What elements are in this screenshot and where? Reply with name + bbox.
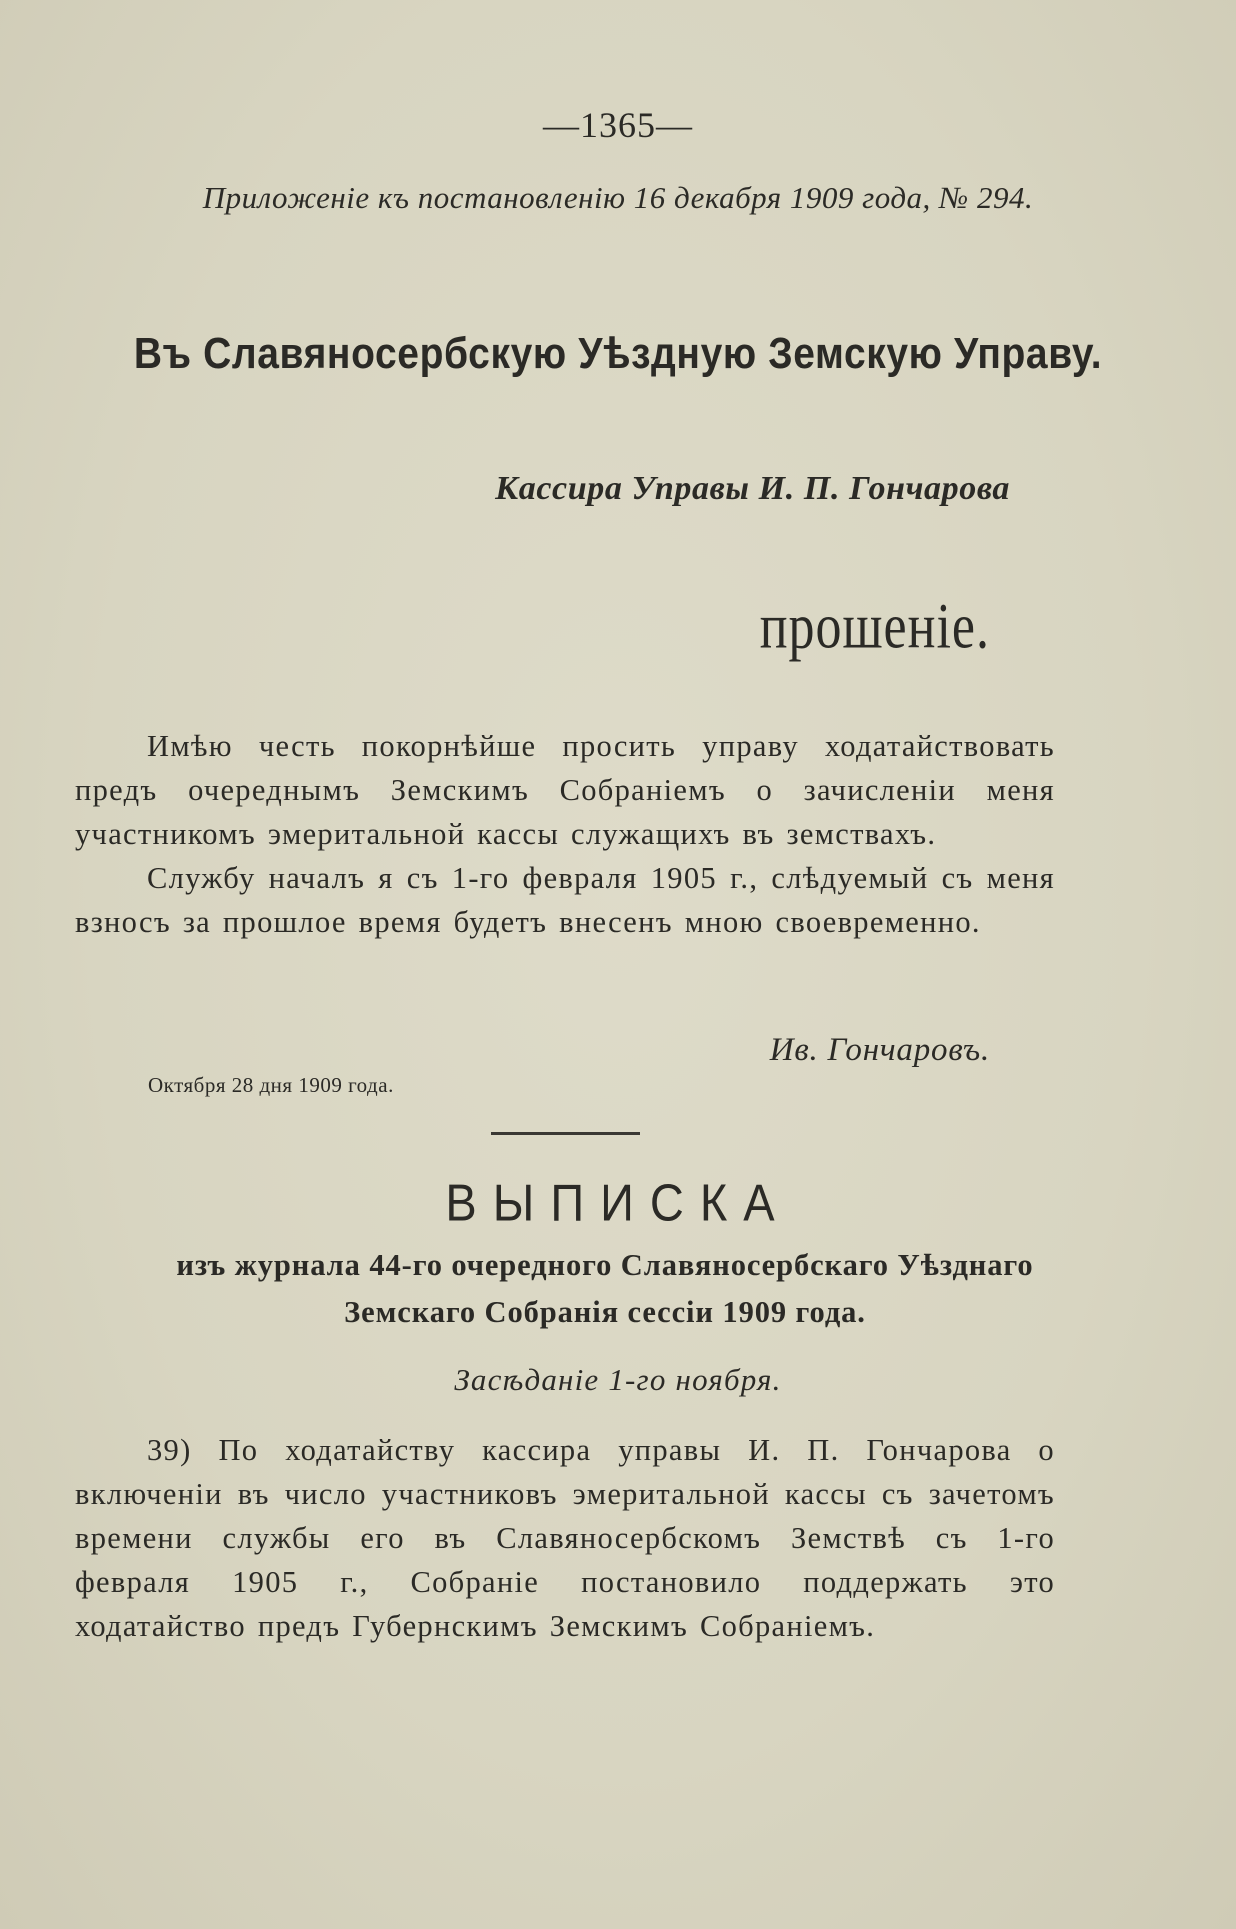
- extract-title: ВЫПИСКА: [445, 1173, 791, 1232]
- appendix-note: Приложеніе къ постановленію 16 декабря 1909 года, № 294.: [202, 180, 1034, 215]
- petition-body: [75, 724, 1055, 944]
- addressee-heading: Въ Славяносербскую Уѣздную Земскую Управу.: [133, 330, 1103, 379]
- resolution-body: [75, 1428, 1055, 1648]
- signature: Ив. Гончаровъ.: [769, 1032, 990, 1068]
- resolution-paragraph: 39) По ходатайству кассира управы И. П. Гончарова о включеніи въ число участниковъ эмеритальной кассы съ зачетомъ времени службы его въ Славяносербскомъ Земствѣ съ 1-го февраля 1905 г., Собраніе постановило поддержать это ходатайство предъ Губернскимъ Земскимъ Собраніемъ.: [75, 1433, 1055, 1643]
- extract-subtitle: изъ журнала 44-го очередного Славяносербскаго Уѣзднаго Земскаго Собранія сессіи 1909 года.: [176, 1248, 1034, 1329]
- session-heading: Засѣданіе 1-го ноября.: [454, 1362, 782, 1397]
- petition-paragraph-2: Службу началъ я съ 1-го февраля 1905 г., слѣдуемый съ меня взносъ за прошлое время будетъ внесенъ мною своевременно.: [75, 861, 1055, 939]
- petition-title: прошеніе.: [759, 591, 990, 663]
- sender-line: Кассира Управы И. П. Гончарова: [495, 470, 1010, 507]
- petition-paragraph-1: Имѣю честь покорнѣйше просить управу ходатайствовать предъ очереднымъ Земскимъ Собраніемъ о зачисленіи меня участникомъ эмеритальной кассы служащихъ въ земствахъ.: [75, 729, 1055, 851]
- petition-date: Октября 28 дня 1909 года.: [148, 1073, 394, 1097]
- page-number: —1365—: [543, 105, 693, 145]
- section-divider: [491, 1132, 640, 1135]
